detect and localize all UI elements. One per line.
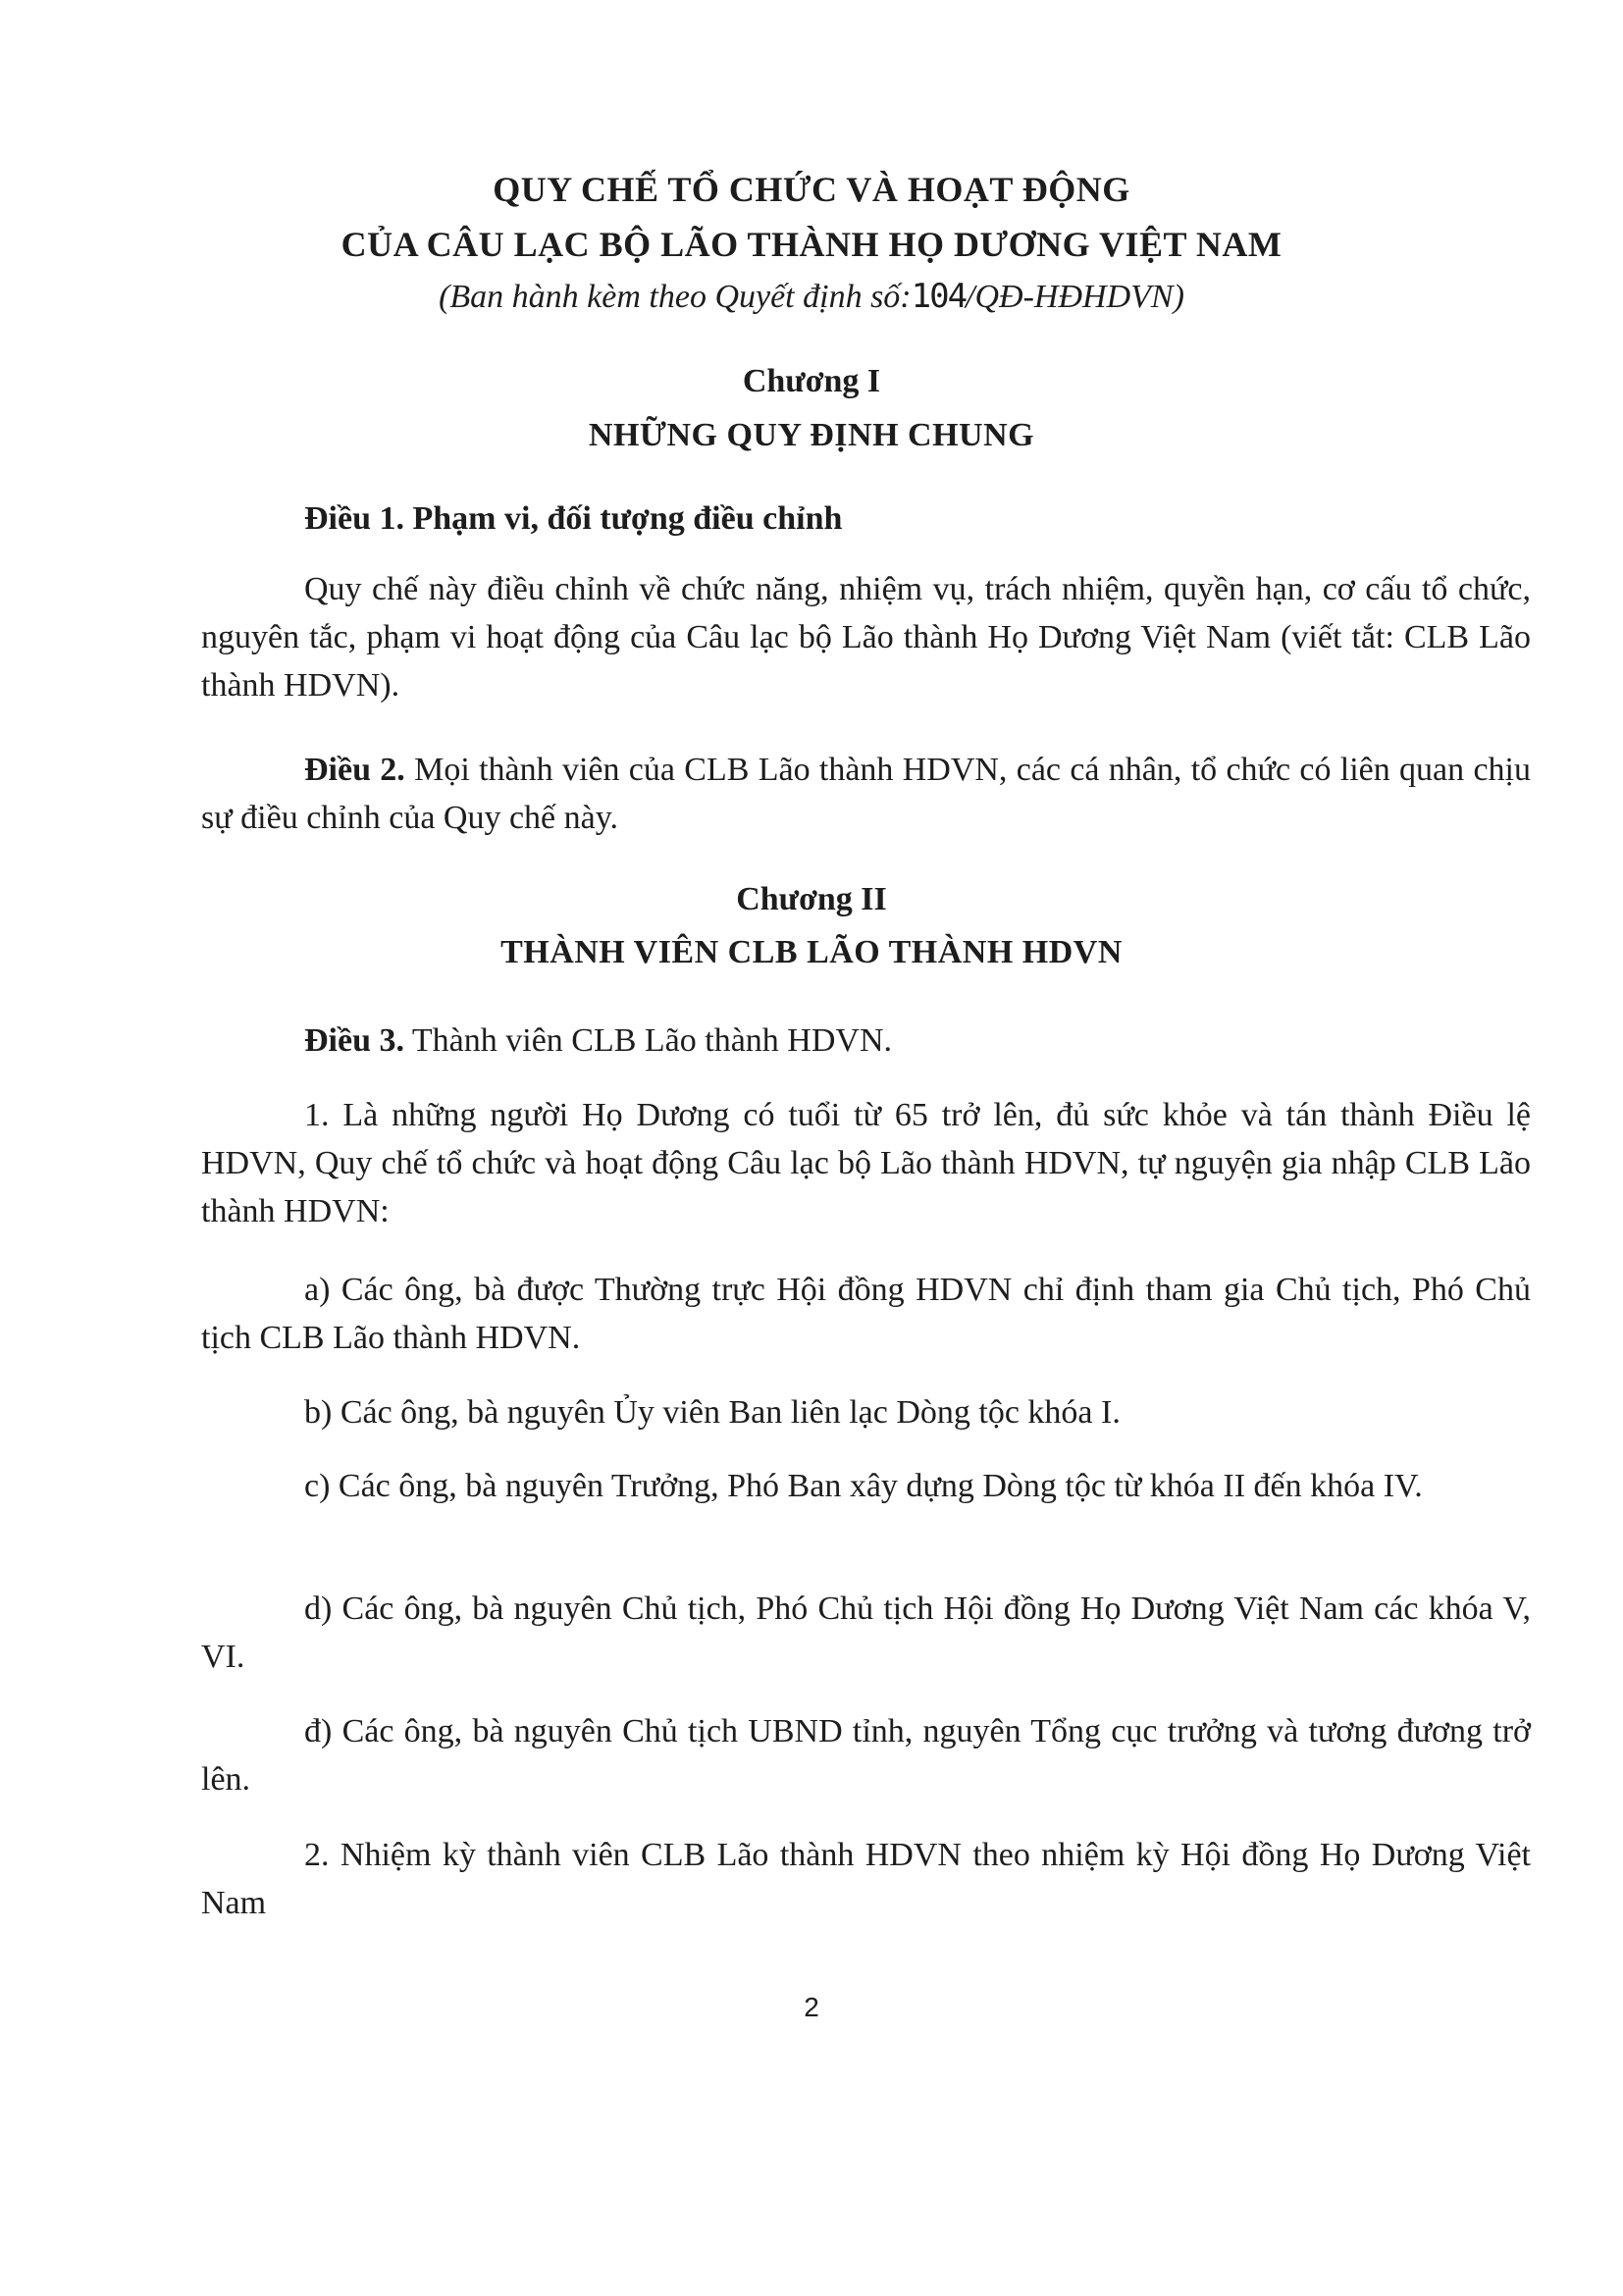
article-3-item-1: 1. Là những người Họ Dương có tuổi từ 65 trở lên, đủ sức khỏe và tán thành Điều lệ HDVN, Quy chế tổ chức và hoạt động Câu lạc bộ Lão thành HDVN, tự nguyện gia nhập CLB Lão thành HDVN:	[201, 1097, 1531, 1229]
page-number: 2	[804, 1992, 819, 2022]
article-2-label: Điều 2.	[304, 752, 405, 788]
article-3-item-d: d) Các ông, bà nguyên Chủ tịch, Phó Chủ tịch Hội đồng Họ Dương Việt Nam các khóa V, VI.	[201, 1591, 1531, 1675]
chapter-1-title: NHỮNG QUY ĐỊNH CHUNG	[588, 417, 1035, 453]
chapter-2-title: THÀNH VIÊN CLB LÃO THÀNH HDVN	[500, 934, 1123, 970]
article-3-item-2: 2. Nhiệm kỳ thành viên CLB Lão thành HDVN theo nhiệm kỳ Hội đồng Họ Dương Việt Nam	[201, 1837, 1531, 1921]
decision-number-handwritten: 104	[911, 277, 967, 316]
chapter-1-label: Chương I	[742, 363, 881, 399]
subtitle-suffix: /QĐ-HĐHDVN)	[966, 279, 1184, 315]
article-3-item-c: c) Các ông, bà nguyên Trưởng, Phó Ban xây dựng Dòng tộc từ khóa II đến khóa IV.	[304, 1468, 1423, 1504]
article-3-item-a: a) Các ông, bà được Thường trực Hội đồng HDVN chỉ định tham gia Chủ tịch, Phó Chủ tịch CLB Lão thành HDVN.	[201, 1272, 1531, 1356]
subtitle-prefix: (Ban hành kèm theo Quyết định số:	[439, 279, 912, 315]
document-title-line-1: QUY CHẾ TỔ CHỨC VÀ HOẠT ĐỘNG	[493, 170, 1130, 209]
article-3-label: Điều 3.	[304, 1022, 404, 1059]
article-3-item-b: b) Các ông, bà nguyên Ủy viên Ban liên lạc Dòng tộc khóa I.	[304, 1394, 1121, 1431]
document-subtitle	[0, 277, 1623, 316]
chapter-2-label: Chương II	[736, 881, 887, 917]
document-title-line-2: CỦA CÂU LẠC BỘ LÃO THÀNH HỌ DƯƠNG VIỆT NAM	[340, 225, 1283, 264]
article-1-heading: Điều 1. Phạm vi, đối tượng điều chỉnh	[304, 500, 843, 537]
article-3-title: Thành viên CLB Lão thành HDVN.	[404, 1022, 893, 1059]
article-3-heading	[201, 1017, 1531, 1065]
article-1-body: Quy chế này điều chỉnh về chức năng, nhiệm vụ, trách nhiệm, quyền hạn, cơ cấu tổ chức, nguyên tắc, phạm vi hoạt động của Câu lạc bộ Lão thành Họ Dương Việt Nam (viết tắt: CLB Lão thành HDVN).	[201, 571, 1531, 704]
article-2-body: Mọi thành viên của CLB Lão thành HDVN, các cá nhân, tổ chức có liên quan chịu sự điều chỉnh của Quy chế này.	[201, 752, 1531, 836]
article-3-item-dd: đ) Các ông, bà nguyên Chủ tịch UBND tỉnh, nguyên Tổng cục trưởng và tương đương trở lên.	[201, 1713, 1531, 1798]
article-2-paragraph	[201, 746, 1531, 842]
